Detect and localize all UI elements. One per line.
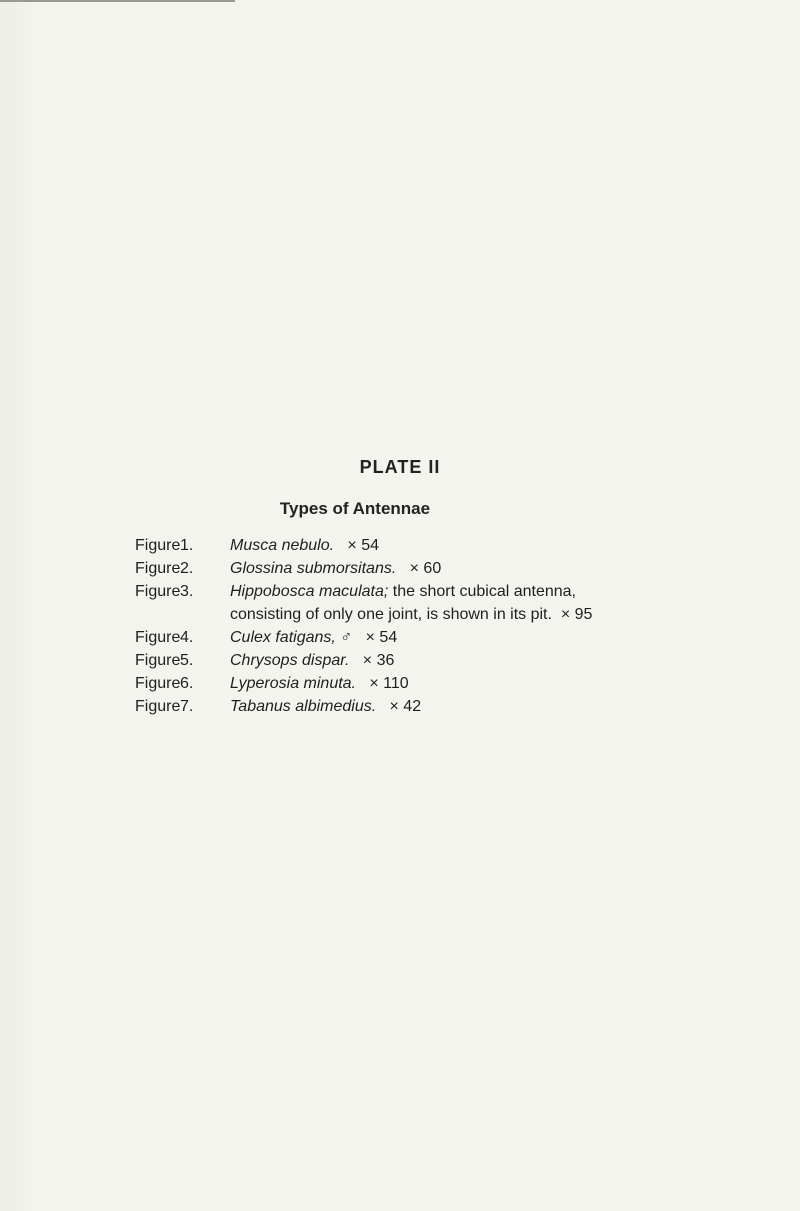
species-name: Lyperosia minuta.: [230, 675, 356, 692]
figure-caption: [135, 534, 795, 557]
figure-caption: [135, 649, 795, 672]
figure-description: [230, 534, 795, 557]
figure-number: 5.: [180, 652, 194, 669]
species-name: Musca nebulo.: [230, 537, 335, 554]
figure-number: 3.: [180, 583, 194, 600]
figure-description: [230, 695, 795, 718]
figure-caption: [135, 580, 795, 626]
figure-label: Figure: [135, 560, 181, 577]
magnification: × 95: [560, 606, 593, 623]
magnification: × 54: [365, 629, 398, 646]
figure-number: 2.: [180, 560, 194, 577]
figure-description: [230, 626, 795, 649]
species-name: Culex fatigans, ♂: [230, 629, 353, 646]
species-name: Hippobosca maculata;: [230, 583, 389, 600]
figure-label: Figure: [135, 698, 181, 715]
figure-number: 4.: [180, 629, 194, 646]
figure-text-line2: consisting of only one joint, is shown in its pit.: [230, 606, 552, 623]
species-name: Chrysops dispar.: [230, 652, 350, 669]
top-rule: [0, 0, 235, 2]
figure-caption: [135, 557, 795, 580]
figure-captions: [135, 534, 795, 718]
figure-caption: [135, 672, 795, 695]
figure-description: [230, 557, 795, 580]
figure-number: 6.: [180, 675, 194, 692]
figure-text-continued: [230, 603, 795, 626]
figure-label: Figure: [135, 652, 181, 669]
plate-subtitle: Types of Antennae: [279, 499, 431, 518]
figure-label: Figure: [135, 675, 181, 692]
plate-title: PLATE II: [359, 457, 441, 477]
figure-label: Figure: [135, 629, 181, 646]
figure-caption: [135, 695, 795, 718]
figure-text: the short cubical antenna,: [392, 583, 576, 600]
figure-description: [230, 580, 795, 626]
magnification: × 60: [409, 560, 442, 577]
figure-number: 1.: [180, 537, 194, 554]
figure-label: Figure: [135, 537, 181, 554]
magnification: × 110: [369, 675, 409, 692]
species-name: Glossina submorsitans.: [230, 560, 397, 577]
species-name: Tabanus albimedius.: [230, 698, 377, 715]
figure-label: Figure: [135, 583, 181, 600]
magnification: × 54: [347, 537, 379, 554]
figure-description: [230, 649, 795, 672]
figure-number: 7.: [180, 698, 194, 715]
magnification: × 36: [362, 652, 395, 669]
magnification: × 42: [389, 698, 422, 715]
figure-description: [230, 672, 795, 695]
figure-caption: [135, 626, 795, 649]
